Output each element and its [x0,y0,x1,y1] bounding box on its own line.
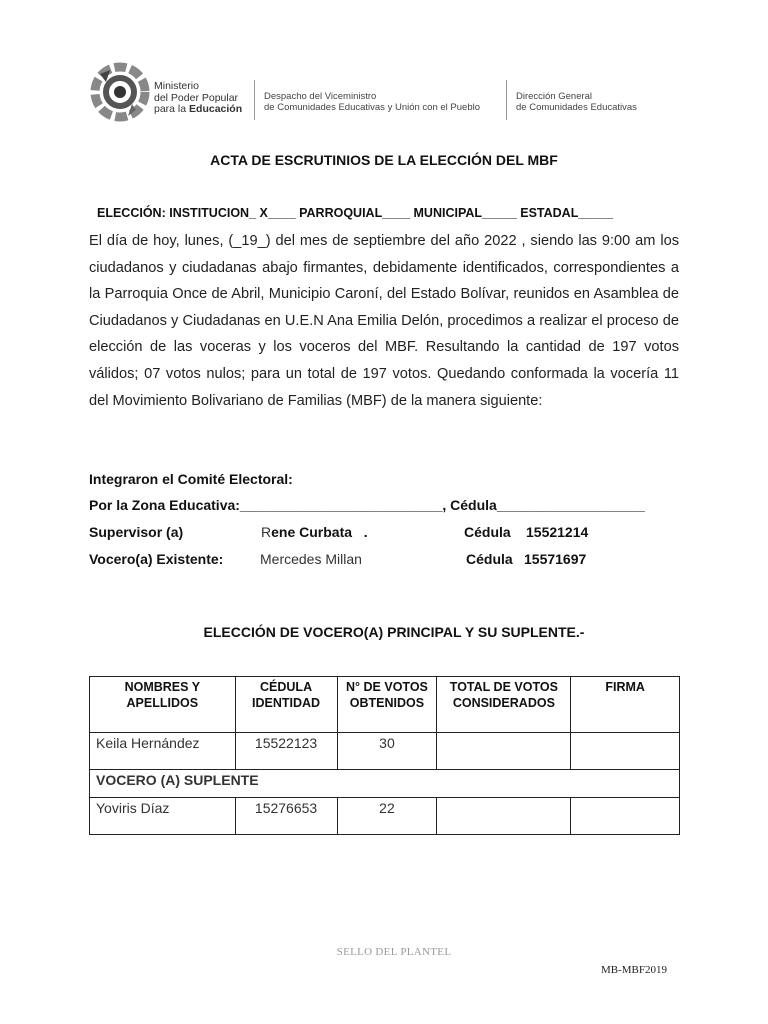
committee-heading: Integraron el Comité Electoral: [89,471,293,487]
table-header-row [90,677,680,733]
suplente-heading-row [90,770,680,798]
column-header: N° DE VOTOS OBTENIDOS [337,677,437,733]
table-row [90,798,680,835]
despacho-line-1: Despacho del Viceministro [264,91,377,102]
direccion-text [516,91,637,113]
ministry-line-3-prefix: para la [154,103,190,115]
suplente-name: Yoviris Díaz [90,798,236,835]
school-seal-label: SELLO DEL PLANTEL [336,946,452,958]
column-header: TOTAL DE VOTOS CONSIDERADOS [437,677,571,733]
supervisor-name-rest: ene Curbata . [271,524,368,540]
supervisor-name-initial: R [261,524,272,540]
election-type-line: ELECCIÓN: INSTITUCION_ X____ PARROQUIAL____ MUNICIPAL_____ ESTADAL_____ [97,206,614,220]
ministry-line-3-bold: Educación [189,103,243,115]
votes-table [89,676,680,835]
principal-name: Keila Hernández [90,733,236,770]
header-divider [254,80,255,120]
supervisor-cedula-label: Cédula [464,524,511,540]
principal-firma-cell [571,733,680,770]
zona-educativa-line: Por la Zona Educativa:__________________________, Cédula___________________ [89,497,645,513]
election-heading: ELECCIÓN DE VOCERO(A) PRINCIPAL Y SU SUPLENTE.- [203,624,585,640]
vocero-existente-name: Mercedes Millan [260,551,362,567]
supervisor-cedula: 15521214 [526,524,589,540]
direccion-line-1: Dirección General [516,91,593,102]
suplente-firma-cell [571,798,680,835]
column-header: FIRMA [571,677,680,733]
ministry-name [154,81,242,116]
vocero-cedula-label: Cédula [466,551,513,567]
column-header: NOMBRES Y APELLIDOS [90,677,236,733]
form-code: MB-MBF2019 [601,964,668,976]
letterhead [88,60,688,132]
vocero-cedula: 15571697 [524,551,587,567]
supervisor-label: Supervisor (a) [89,524,184,540]
principal-total-cell [437,733,571,770]
despacho-line-2: de Comunidades Educativas y Unión con el Pueblo [264,102,480,113]
column-header: CÉDULA IDENTIDAD [235,677,337,733]
despacho-text [264,91,480,113]
ministry-logo-icon [88,60,152,124]
supervisor-name [261,524,368,540]
principal-votos: 30 [337,733,437,770]
principal-cedula: 15522123 [235,733,337,770]
suplente-cedula: 15276653 [235,798,337,835]
ministry-line-3 [154,104,242,116]
ministry-line-2: del Poder Popular [154,91,239,104]
suplente-votos: 22 [337,798,437,835]
suplente-total-cell [437,798,571,835]
act-body-paragraph: El día de hoy, lunes, (_19_) del mes de septiembre del año 2022 , siendo las 9:00 am los ciudadanos y ciudadanas abajo firmantes, debidamente identificados, correspondientes a la Parroquia Once de Abril, Municipio Caroní, del Estado Bolívar, reunidos en Asamblea de Ciudadanos y Ciudadanas en U.E.N Ana Emilia Delón, procedimos a realizar el proceso de elección de las voceras y los voceros del MBF. Resultando la cantidad de 197 votos válidos; 07 votos nulos; para un total de 197 votos. Quedando conformada la vocería 11 del Movimiento Bolivariano de Familias (MBF) de la manera siguiente: [89,233,679,409]
suplente-heading: VOCERO (A) SUPLENTE [90,770,680,798]
direccion-line-2: de Comunidades Educativas [516,102,637,113]
header-divider [506,80,507,120]
vocero-existente-label: Vocero(a) Existente: [89,551,224,567]
table-row [90,733,680,770]
document-title: ACTA DE ESCRUTINIOS DE LA ELECCIÓN DEL MBF [210,152,558,168]
ministry-line-1: Ministerio [154,80,199,92]
